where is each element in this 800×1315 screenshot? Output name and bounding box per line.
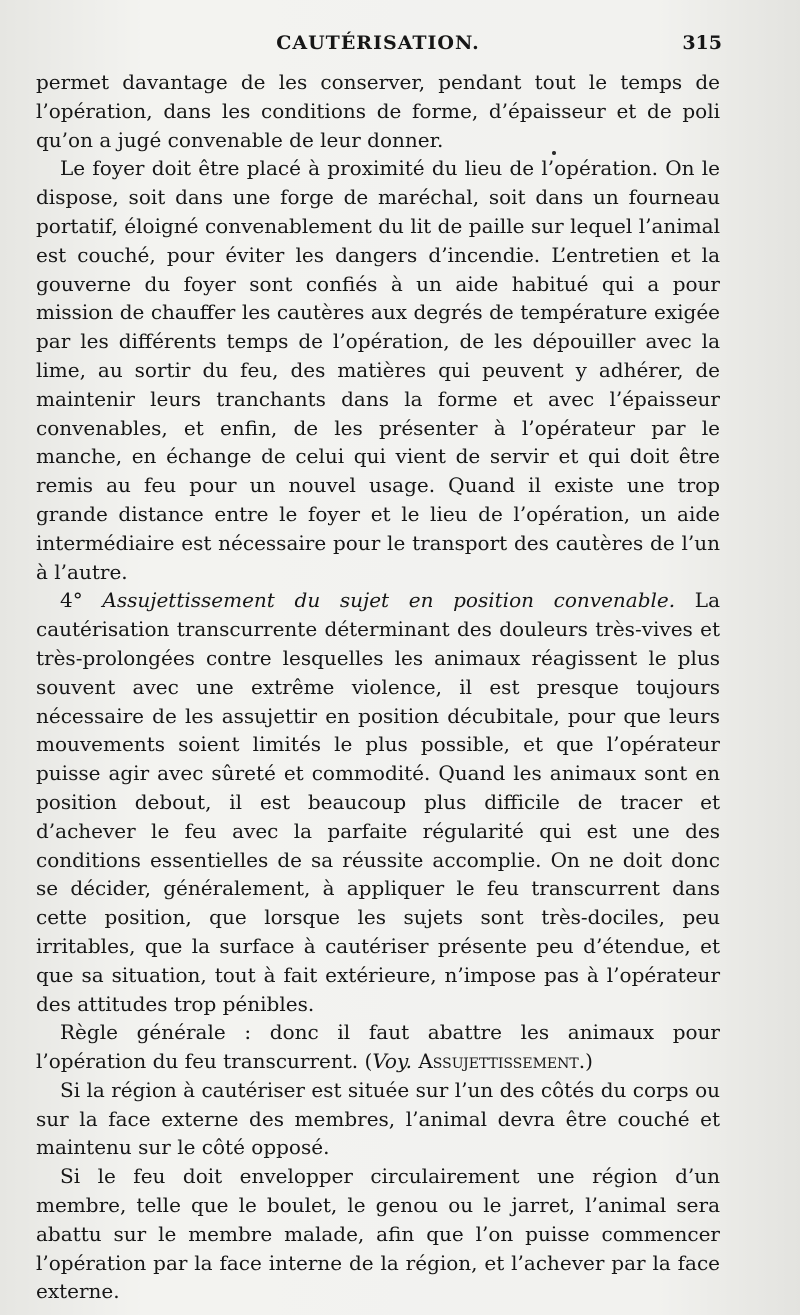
- running-title: CAUTÉRISATION.: [276, 32, 480, 54]
- cross-reference: (Voy. Assujettissement.): [364, 1049, 593, 1074]
- section-heading: Assujettissement du sujet en position convenable.: [102, 588, 676, 613]
- paragraph-cote-du-corps: Si la région à cautériser est située sur l’un des côtés du corps ou sur la face externe des membres, l’animal devra être couché et maintenu sur le côté opposé.: [36, 1077, 720, 1160]
- cross-reference-abbr: Voy.: [372, 1049, 412, 1074]
- paragraph-regle-generale: [36, 1018, 720, 1076]
- section-number: 4°: [60, 588, 83, 613]
- paragraph-membre: Si le feu doit envelopper circulairement une région d’un membre, telle que le boulet, le genou ou le jarret, l’animal sera abattu sur le membre malade, afin que l’on puisse commencer l’opération par la face interne de la région, et l’achever par la face externe.: [36, 1164, 720, 1304]
- section-text: La cautérisation transcurrente déterminant des douleurs très-vives et très-prolongées contre lesquelles les animaux réagissent le plus souvent avec une extrême violence, il est presque toujours nécessaire de les assujettir en position décubitale, pour que leurs mouvements soient limités le plus possible, et que l’opérateur puisse agir avec sûreté et commodité. Quand les animaux sont en position debout, il est beaucoup plus difficile de tracer et d’achever le feu avec la parfaite régularité qui est une des conditions essentielles de sa réussite accomplie. On ne doit donc se décider, généralement, à appliquer le feu transcurrent dans cette position, que lorsque les sujets sont très-dociles, peu irritables, que la surface à cautériser présente peu d’étendue, et que sa situation, tout à fait extérieure, n’impose pas à l’opérateur des attitudes trop pénibles.: [36, 588, 720, 1016]
- paragraph-assujettissement: [36, 586, 720, 1018]
- print-speck: [552, 151, 556, 155]
- page-number: 315: [682, 32, 722, 54]
- cross-reference-term: Assujettissement.: [418, 1049, 586, 1074]
- rule-text: Règle générale : donc il faut abattre les animaux pour l’opération du feu transcurrent.: [36, 1020, 720, 1074]
- paragraph-continuation: permet davantage de les conserver, pendant tout le temps de l’opération, dans les conditions de forme, d’épaisseur et de poli qu’on a jugé convenable de leur donner.: [36, 70, 720, 152]
- paragraph-foyer: Le foyer doit être placé à proximité du lieu de l’opération. On le dispose, soit dans une forge de maréchal, soit dans un fourneau portatif, éloigné convenablement du lit de paille sur lequel l’animal est couché, pour éviter les dangers d’incendie. L’entretien et la gouverne du foyer sont confiés à un aide habitué qui a pour mission de chauffer les cautères aux degrés de température exigée par les différents temps de l’opération, de les dépouiller avec la lime, au sortir du feu, des matières qui peuvent y adhérer, de maintenir leurs tranchants dans la forme et avec l’épaisseur convenables, et enfin, de les présenter à l’opérateur par le manche, en échange de celui qui vient de servir et qui doit être remis au feu pour un nouvel usage. Quand il existe une trop grande distance entre le foyer et le lieu de l’opération, un aide intermédiaire est nécessaire pour le transport des cautères de l’un à l’autre.: [36, 156, 720, 584]
- body-text: [36, 68, 720, 1306]
- running-header: [36, 30, 720, 56]
